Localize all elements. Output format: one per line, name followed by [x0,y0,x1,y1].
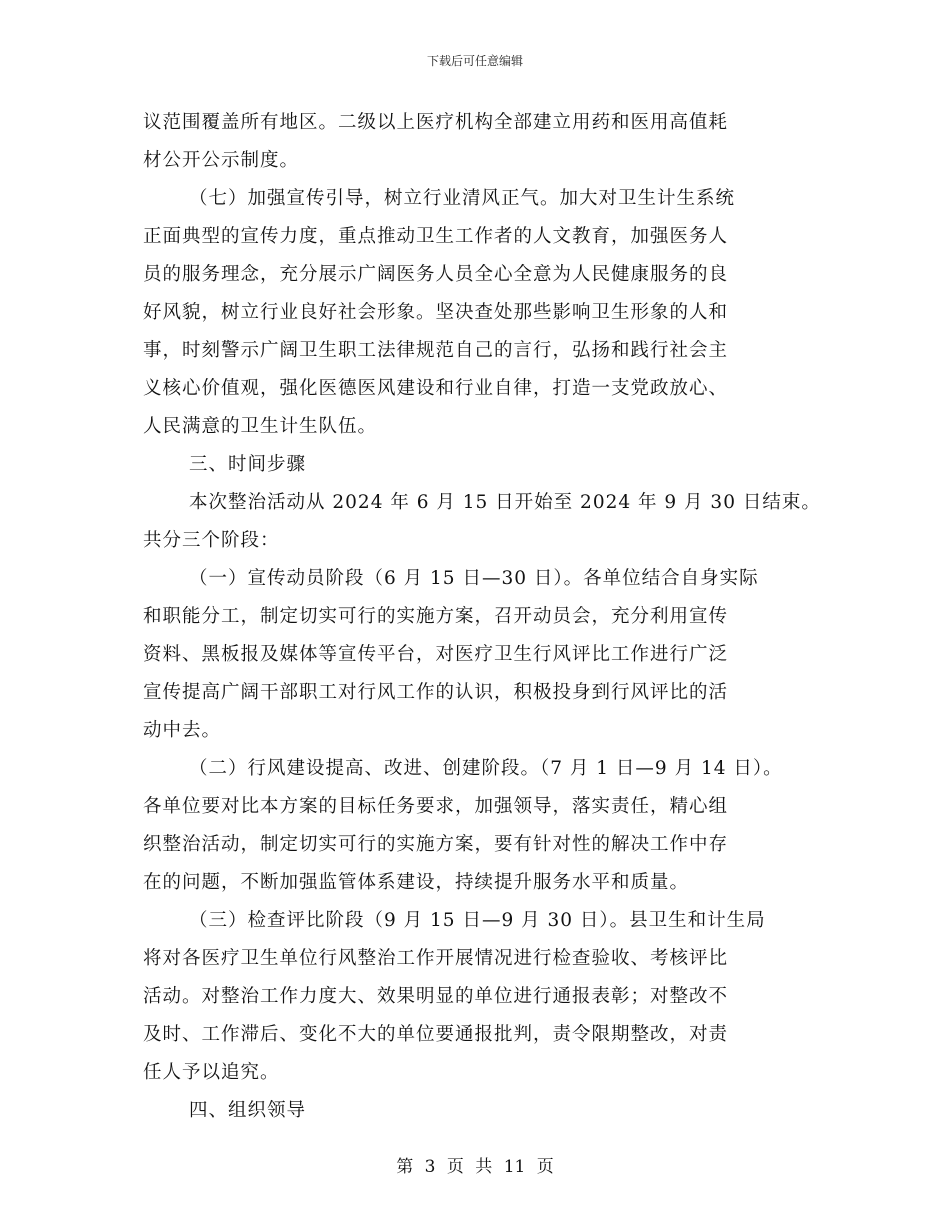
text-line: 动中去。 [143,720,222,741]
text-line: 三、时间步骤 [189,454,307,475]
page-header: 下载后可任意编辑 [426,54,523,68]
document-body [143,104,823,1130]
text-line: 在的问题，不断加强监管体系建设，持续提升服务水平和质量。 [143,872,690,893]
text-line: 各单位要对比本方案的目标任务要求，加强领导，落实责任，精心组 [143,796,729,817]
text-line: 议范围覆盖所有地区。二级以上医疗机构全部建立用药和医用高值耗 [143,112,729,133]
text-line: 织整治活动，制定切实可行的实施方案，要有针对性的解决工作中存 [143,834,729,855]
text-line: （三）检查评比阶段（9 月 15 日—9 月 30 日）。县卫生和计生局 [189,910,766,931]
text-line: 共分三个阶段： [143,530,280,551]
text-line: 及时、工作滞后、变化不大的单位要通报批判，责令限期整改，对责 [143,1024,729,1045]
text-line: 本次整治活动从 2024 年 6 月 15 日开始至 2024 年 9 月 30 日结束。 [189,492,821,513]
text-line: 正面典型的宣传力度，重点推动卫生工作者的人文教育，加强医务人 [143,226,729,247]
text-line: 将对各医疗卫生单位行风整治工作开展情况进行检查验收、考核评比 [143,948,729,969]
text-line: 员的服务理念，充分展示广阔医务人员全心全意为人民健康服务的良 [143,264,729,285]
text-line: 四、组织领导 [189,1100,307,1121]
text-line: 宣传提高广阔干部职工对行风工作的认识，积极投身到行风评比的活 [143,682,729,703]
text-line: 任人予以追究。 [143,1062,280,1083]
text-line: 人民满意的卫生计生队伍。 [143,416,378,437]
text-line: 事，时刻警示广阔卫生职工法律规范自己的言行，弘扬和践行社会主 [143,340,729,361]
text-line: 义核心价值观，强化医德医风建设和行业自律，打造一支党政放心、 [143,378,729,399]
text-line: 和职能分工，制定切实可行的实施方案，召开动员会，充分利用宣传 [143,606,729,627]
text-line: （七）加强宣传引导，树立行业清风正气。加大对卫生计生系统 [189,188,736,209]
page-footer: 第 3 页 共 11 页 [396,1157,554,1177]
text-line: （一）宣传动员阶段（6 月 15 日—30 日）。各单位结合自身实际 [189,568,759,589]
text-line: （二）行风建设提高、改进、创建阶段。（7 月 1 日—9 月 14 日）。 [189,758,783,779]
text-line: 材公开公示制度。 [143,150,300,171]
text-line: 资料、黑板报及媒体等宣传平台，对医疗卫生行风评比工作进行广泛 [143,644,729,665]
text-line: 好风貌，树立行业良好社会形象。坚决查处那些影响卫生形象的人和 [143,302,729,323]
text-line: 活动。对整治工作力度大、效果明显的单位进行通报表彰；对整改不 [143,986,729,1007]
